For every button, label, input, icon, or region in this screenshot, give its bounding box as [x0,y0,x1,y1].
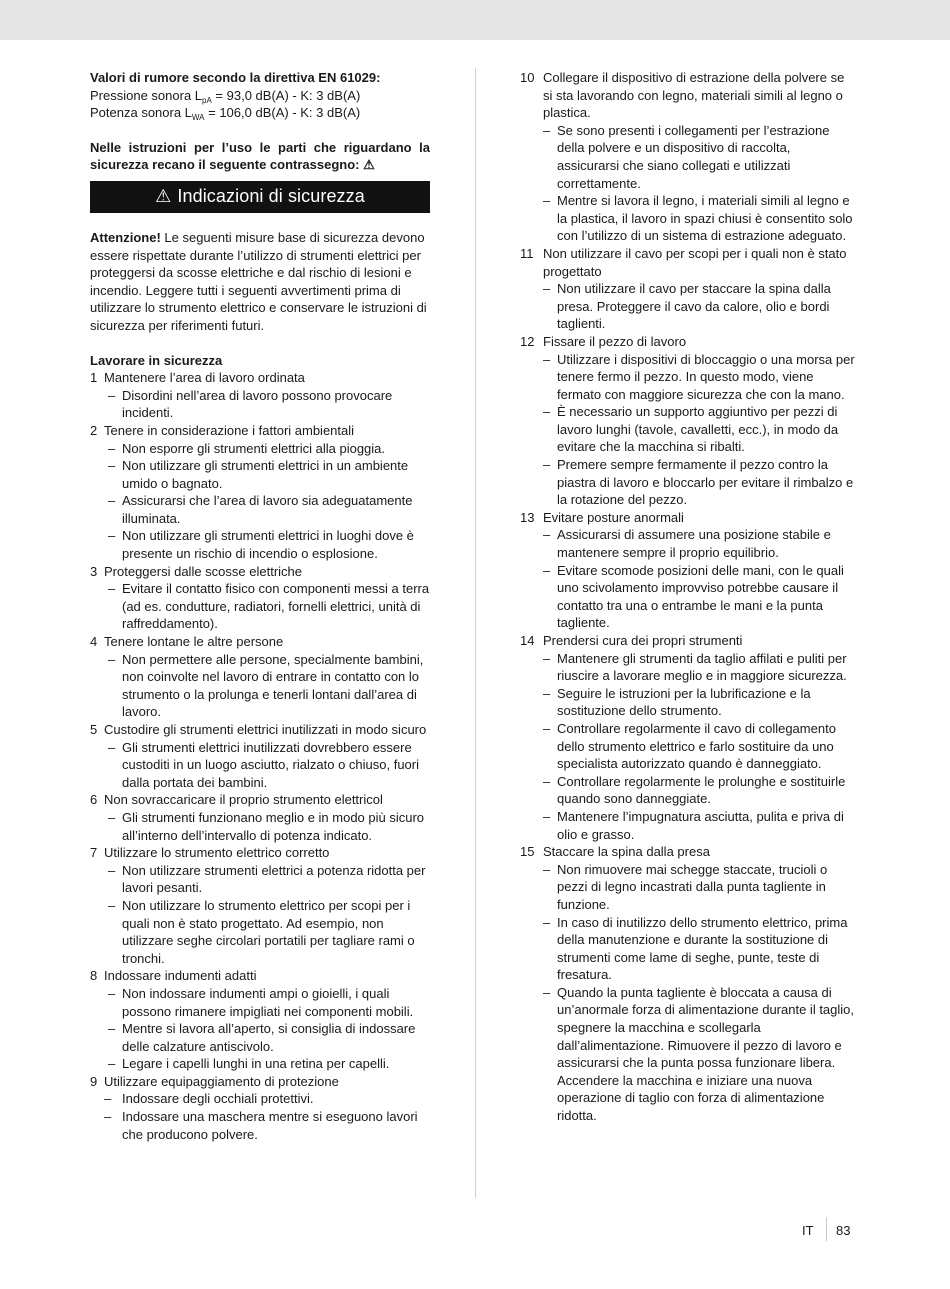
item-subpoint [520,650,856,685]
dash-bullet: – [108,387,116,403]
sound-pressure-line [90,87,430,105]
safety-item [90,633,430,651]
dash-bullet: – [543,457,551,473]
safety-banner [90,181,430,213]
left-safety-list [90,369,430,1143]
item-title: Non utilizzare il cavo per scopi per i quali non è stato progettato [543,245,847,279]
subpoint-text: Disordini nell’area di lavoro possono provocare incidenti. [122,387,393,421]
dash-bullet: – [543,562,551,578]
item-number: 15 [520,844,535,860]
item-subpoint [520,984,856,1125]
safety-item [90,563,430,581]
safety-item [520,632,856,650]
item-subpoint [520,773,856,808]
right-safety-list [520,69,856,1125]
item-number: 12 [520,333,535,349]
safety-item [520,333,856,351]
item-subpoint [90,1090,430,1108]
item-subpoint [520,456,856,509]
item-number: 10 [520,70,535,85]
subpoint-text: Gli strumenti funzionano meglio e in modo più sicuro all’interno dell’intervallo di potenza indicato. [122,809,425,843]
item-title: Staccare la spina dalla presa [543,844,710,860]
subpoint-text: Non permettere alle persone, specialmente bambini, non coinvolte nel lavoro di entrare in contatto con lo strumento o la prolunga e tenerli lontani dall’area di lavoro. [122,651,424,720]
subpoint-text: Legare i capelli lunghi in una retina per capelli. [122,1056,390,1072]
footer-separator [826,1217,827,1241]
attention-paragraph [90,229,430,335]
safety-item [90,967,430,985]
safety-symbol-note: Nelle istruzioni per l’uso le parti che riguardano la sicurezza recano il seguente contrassegno: ⚠ [90,139,430,173]
dash-bullet: – [108,493,116,509]
subpoint-text: Non utilizzare strumenti elettrici a potenza ridotta per lavori pesanti. [122,862,426,896]
subpoint-text: Mentre si lavora il legno, i materiali simili al legno e la plastica, il lavoro in spazi chiusi è consentito solo con l’utilizzo di un sistema di estrazione adeguato. [557,193,853,244]
dash-bullet: – [108,458,116,474]
item-number: 5 [90,722,98,737]
subpoint-text: Non utilizzare il cavo per staccare la spina dalla presa. Proteggere il cavo da calore, olio e bordi taglienti. [557,281,831,332]
subpoint-text: Evitare scomode posizioni delle mani, con le quali uno scivolamento improvviso potrebbe causare il contatto tra una o entrambe le mani e la punta tagliente. [557,562,844,631]
item-title: Utilizzare equipaggiamento di protezione [104,1073,339,1089]
subpoint-text: Utilizzare i dispositivi di bloccaggio o una morsa per tenere fermo il pezzo. In questo modo, viene fermato con maggiore sicurezza che con la mano. [557,351,855,402]
column-divider [475,68,476,1198]
item-subpoint [90,862,430,897]
item-subpoint [90,527,430,562]
item-number: 11 [520,245,534,261]
sound-power-label: Potenza sonora L [90,105,192,121]
subpoint-text: Se sono presenti i collegamenti per l’estrazione della polvere e un dispositivo di raccolta, assicurarsi che siano collegati e utilizzati correttamente. [557,122,830,191]
subpoint-text: Non indossare indumenti ampi o gioielli, i quali possono rimanere impigliati nei componenti mobili. [122,985,414,1019]
subpoint-text: Non utilizzare lo strumento elettrico per scopi per i quali non è stato progettato. Ad esempio, non utilizzare seghe circolari portatili per tagliare rami o tronchi. [122,897,415,966]
item-title: Tenere in considerazione i fattori ambientali [104,422,355,438]
subpoint-text: Controllare regolarmente il cavo di collegamento dello strumento elettrico e farlo sostituire da uno specialista autorizzato quando è danneggiato. [557,720,836,772]
dash-bullet: – [108,897,116,913]
dash-bullet: – [108,809,116,825]
item-subpoint [90,985,430,1020]
subpoint-text: Non esporre gli strumenti elettrici alla pioggia. [122,440,386,456]
subpoint-text: Assicurarsi di assumere una posizione stabile e mantenere sempre il proprio equilibrio. [557,527,831,561]
sound-power-subscript: WA [191,113,205,123]
dash-bullet: – [543,193,551,209]
page-footer [780,1221,860,1241]
item-title: Tenere lontane le altre persone [104,634,284,650]
item-subpoint [90,739,430,792]
subpoint-text: Seguire le istruzioni per la lubrificazione e la sostituzione dello strumento. [557,685,811,719]
item-title: Fissare il pezzo di lavoro [543,333,687,349]
sound-pressure-label: Pressione sonora L [90,87,203,103]
item-subpoint [520,861,856,914]
safety-item [90,369,430,387]
item-number: 4 [90,634,98,650]
subpoint-text: Mantenere gli strumenti da taglio affilati e puliti per riuscire a lavorare meglio e in maggiore sicurezza. [557,650,847,684]
item-subpoint [90,809,430,844]
safety-item [90,791,430,809]
item-subpoint [90,651,430,721]
subpoint-text: Mentre si lavora all’aperto, si consiglia di indossare delle calzature antiscivolo. [122,1021,416,1054]
subpoint-text: Evitare il contatto fisico con componenti messi a terra (ad es. condutture, radiatori, fornelli elettrici, unità di raffreddamento). [122,581,430,632]
subpoint-text: Mantenere l’impugnatura asciutta, pulita e priva di olio e grasso. [557,808,844,842]
item-subpoint [90,457,430,492]
item-title: Non sovraccaricare il proprio strumento elettricol [104,792,383,808]
item-title: Mantenere l’area di lavoro ordinata [104,370,305,386]
subpoint-text: In caso di inutilizzo dello strumento elettrico, prima della manutenzione e durante la sostituzione di strumenti come lame di seghe, punte, teste di fresatura. [557,914,848,983]
item-title: Utilizzare lo strumento elettrico corretto [104,845,330,861]
language-code: IT [802,1223,814,1238]
item-subpoint [520,720,856,773]
safety-item [520,509,856,527]
safety-item [90,721,430,739]
dash-bullet: – [543,914,551,930]
item-number: 3 [90,563,98,579]
dash-bullet: – [543,122,551,138]
subpoint-text: Premere sempre fermamente il pezzo contro la piastra di lavoro e bloccarlo per evitare il rimbalzo e la rotazione del pezzo. [557,457,854,508]
dash-bullet: – [543,773,551,789]
dash-bullet: – [543,404,551,420]
item-subpoint [90,1055,430,1073]
item-number: 13 [520,509,535,525]
item-subpoint [520,685,856,720]
item-subpoint [520,526,856,561]
item-subpoint [90,387,430,422]
safety-item [520,69,856,122]
subpoint-text: Indossare degli occhiali protettivi. [122,1091,314,1107]
item-subpoint [520,914,856,984]
item-subpoint [90,1020,430,1055]
item-number: 9 [90,1073,98,1089]
subpoint-text: Quando la punta tagliente è bloccata a causa di un’anormale forza di alimentazione durante il taglio, spegnere la macchina e scollegarla dall’alimentazione. Rimuovere il pezzo di lavoro e assicurarsi che la punta possa funzionare libera. Accendere la macchina e iniziare una nuova operazione di taglio con forza di alimentazione ridotta. [557,984,855,1124]
left-column [90,69,430,1143]
item-subpoint [90,1108,430,1143]
top-bar [0,0,950,40]
item-title: Indossare indumenti adatti [104,968,257,984]
dash-bullet: – [108,985,116,1001]
subpoint-text: È necessario un supporto aggiuntivo per pezzi di lavoro lunghi (tavole, cavalletti, ecc.), in modo da evitare che la macchina si ribalti. [557,404,839,455]
item-subpoint [520,192,856,245]
dash-bullet: – [108,581,116,597]
item-subpoint [520,122,856,192]
dash-bullet: – [543,808,551,824]
section-title: Lavorare in sicurezza [90,352,223,368]
dash-bullet: – [543,685,551,701]
dash-bullet: – [108,739,116,755]
sound-power-line [90,104,430,122]
item-title: Proteggersi dalle scosse elettriche [104,563,302,579]
item-subpoint [90,580,430,633]
item-subpoint [90,440,430,458]
safety-banner-title: Indicazioni di sicurezza [177,186,365,207]
subpoint-text: Non rimuovere mai schegge staccate, trucioli o pezzi di legno incastrati dalla punta tagliente in funzione. [557,861,828,912]
item-number: 6 [90,792,98,808]
item-subpoint [520,351,856,404]
item-number: 7 [90,845,98,861]
dash-bullet: – [543,527,551,543]
dash-bullet: – [543,984,551,1000]
subpoint-text: Gli strumenti elettrici inutilizzati dovrebbero essere custoditi in un luogo asciutto, rialzato o chiuso, fuori dalla portata dei bambini. [122,739,420,790]
safety-item [90,844,430,862]
dash-bullet: – [104,1091,112,1107]
item-title: Custodire gli strumenti elettrici inutilizzati in modo sicuro [104,722,427,737]
dash-bullet: – [543,720,551,736]
sound-power-value: = 106,0 dB(A) - K: 3 dB(A) [204,105,361,121]
item-number: 14 [520,633,535,648]
page-number: 83 [836,1223,851,1238]
item-number: 8 [90,968,98,984]
safety-item [520,245,856,280]
item-number: 2 [90,422,98,438]
dash-bullet: – [543,281,551,297]
subpoint-text: Indossare una maschera mentre si eseguono lavori che producono polvere. [122,1109,418,1142]
dash-bullet: – [108,862,116,878]
noise-heading: Valori di rumore secondo la direttiva EN 61029: [90,70,381,85]
item-title: Evitare posture anormali [543,509,684,525]
dash-bullet: – [104,1109,112,1125]
subpoint-text: Controllare regolarmente le prolunghe e sostituirle quando sono danneggiate. [557,773,846,807]
dash-bullet: – [108,1056,116,1072]
sound-pressure-subscript: pA [202,95,212,105]
item-subpoint [90,492,430,527]
subpoint-text: Assicurarsi che l’area di lavoro sia adeguatamente illuminata. [122,493,413,526]
warning-triangle-icon: ⚠ [155,186,172,207]
right-column [520,69,856,1125]
sound-pressure-value: = 93,0 dB(A) - K: 3 dB(A) [211,87,361,103]
dash-bullet: – [108,1021,116,1037]
item-title: Prendersi cura dei propri strumenti [543,633,743,648]
item-subpoint [520,280,856,333]
dash-bullet: – [543,861,551,877]
item-subpoint [90,897,430,967]
item-number: 1 [90,370,98,386]
dash-bullet: – [543,351,551,367]
subpoint-text: Non utilizzare gli strumenti elettrici in luoghi dove è presente un rischio di incendio o esplosione. [122,528,414,562]
dash-bullet: – [543,650,551,666]
dash-bullet: – [108,651,116,667]
item-title: Collegare il dispositivo di estrazione della polvere se si sta lavorando con legno, materiali simili al legno o plastica. [543,70,845,121]
subpoint-text: Non utilizzare gli strumenti elettrici in un ambiente umido o bagnato. [122,458,409,491]
attention-label: Attenzione! [90,229,161,245]
safety-item [90,422,430,440]
item-subpoint [520,403,856,456]
attention-text: Le seguenti misure base di sicurezza devono essere rispettate durante l’utilizzo di strumenti elettrici per proteggersi da scosse elettriche e dal rischio di lesioni e incendio. Leggere tutti i seguenti avvertimenti prima di utilizzare lo strumento elettrico e conservare le istruzioni di sicurezza per riferimenti futuri. [90,229,427,333]
item-subpoint [520,562,856,632]
dash-bullet: – [108,528,116,544]
safety-item [90,1073,430,1091]
item-subpoint [520,808,856,843]
dash-bullet: – [108,440,116,456]
safety-item [520,843,856,861]
